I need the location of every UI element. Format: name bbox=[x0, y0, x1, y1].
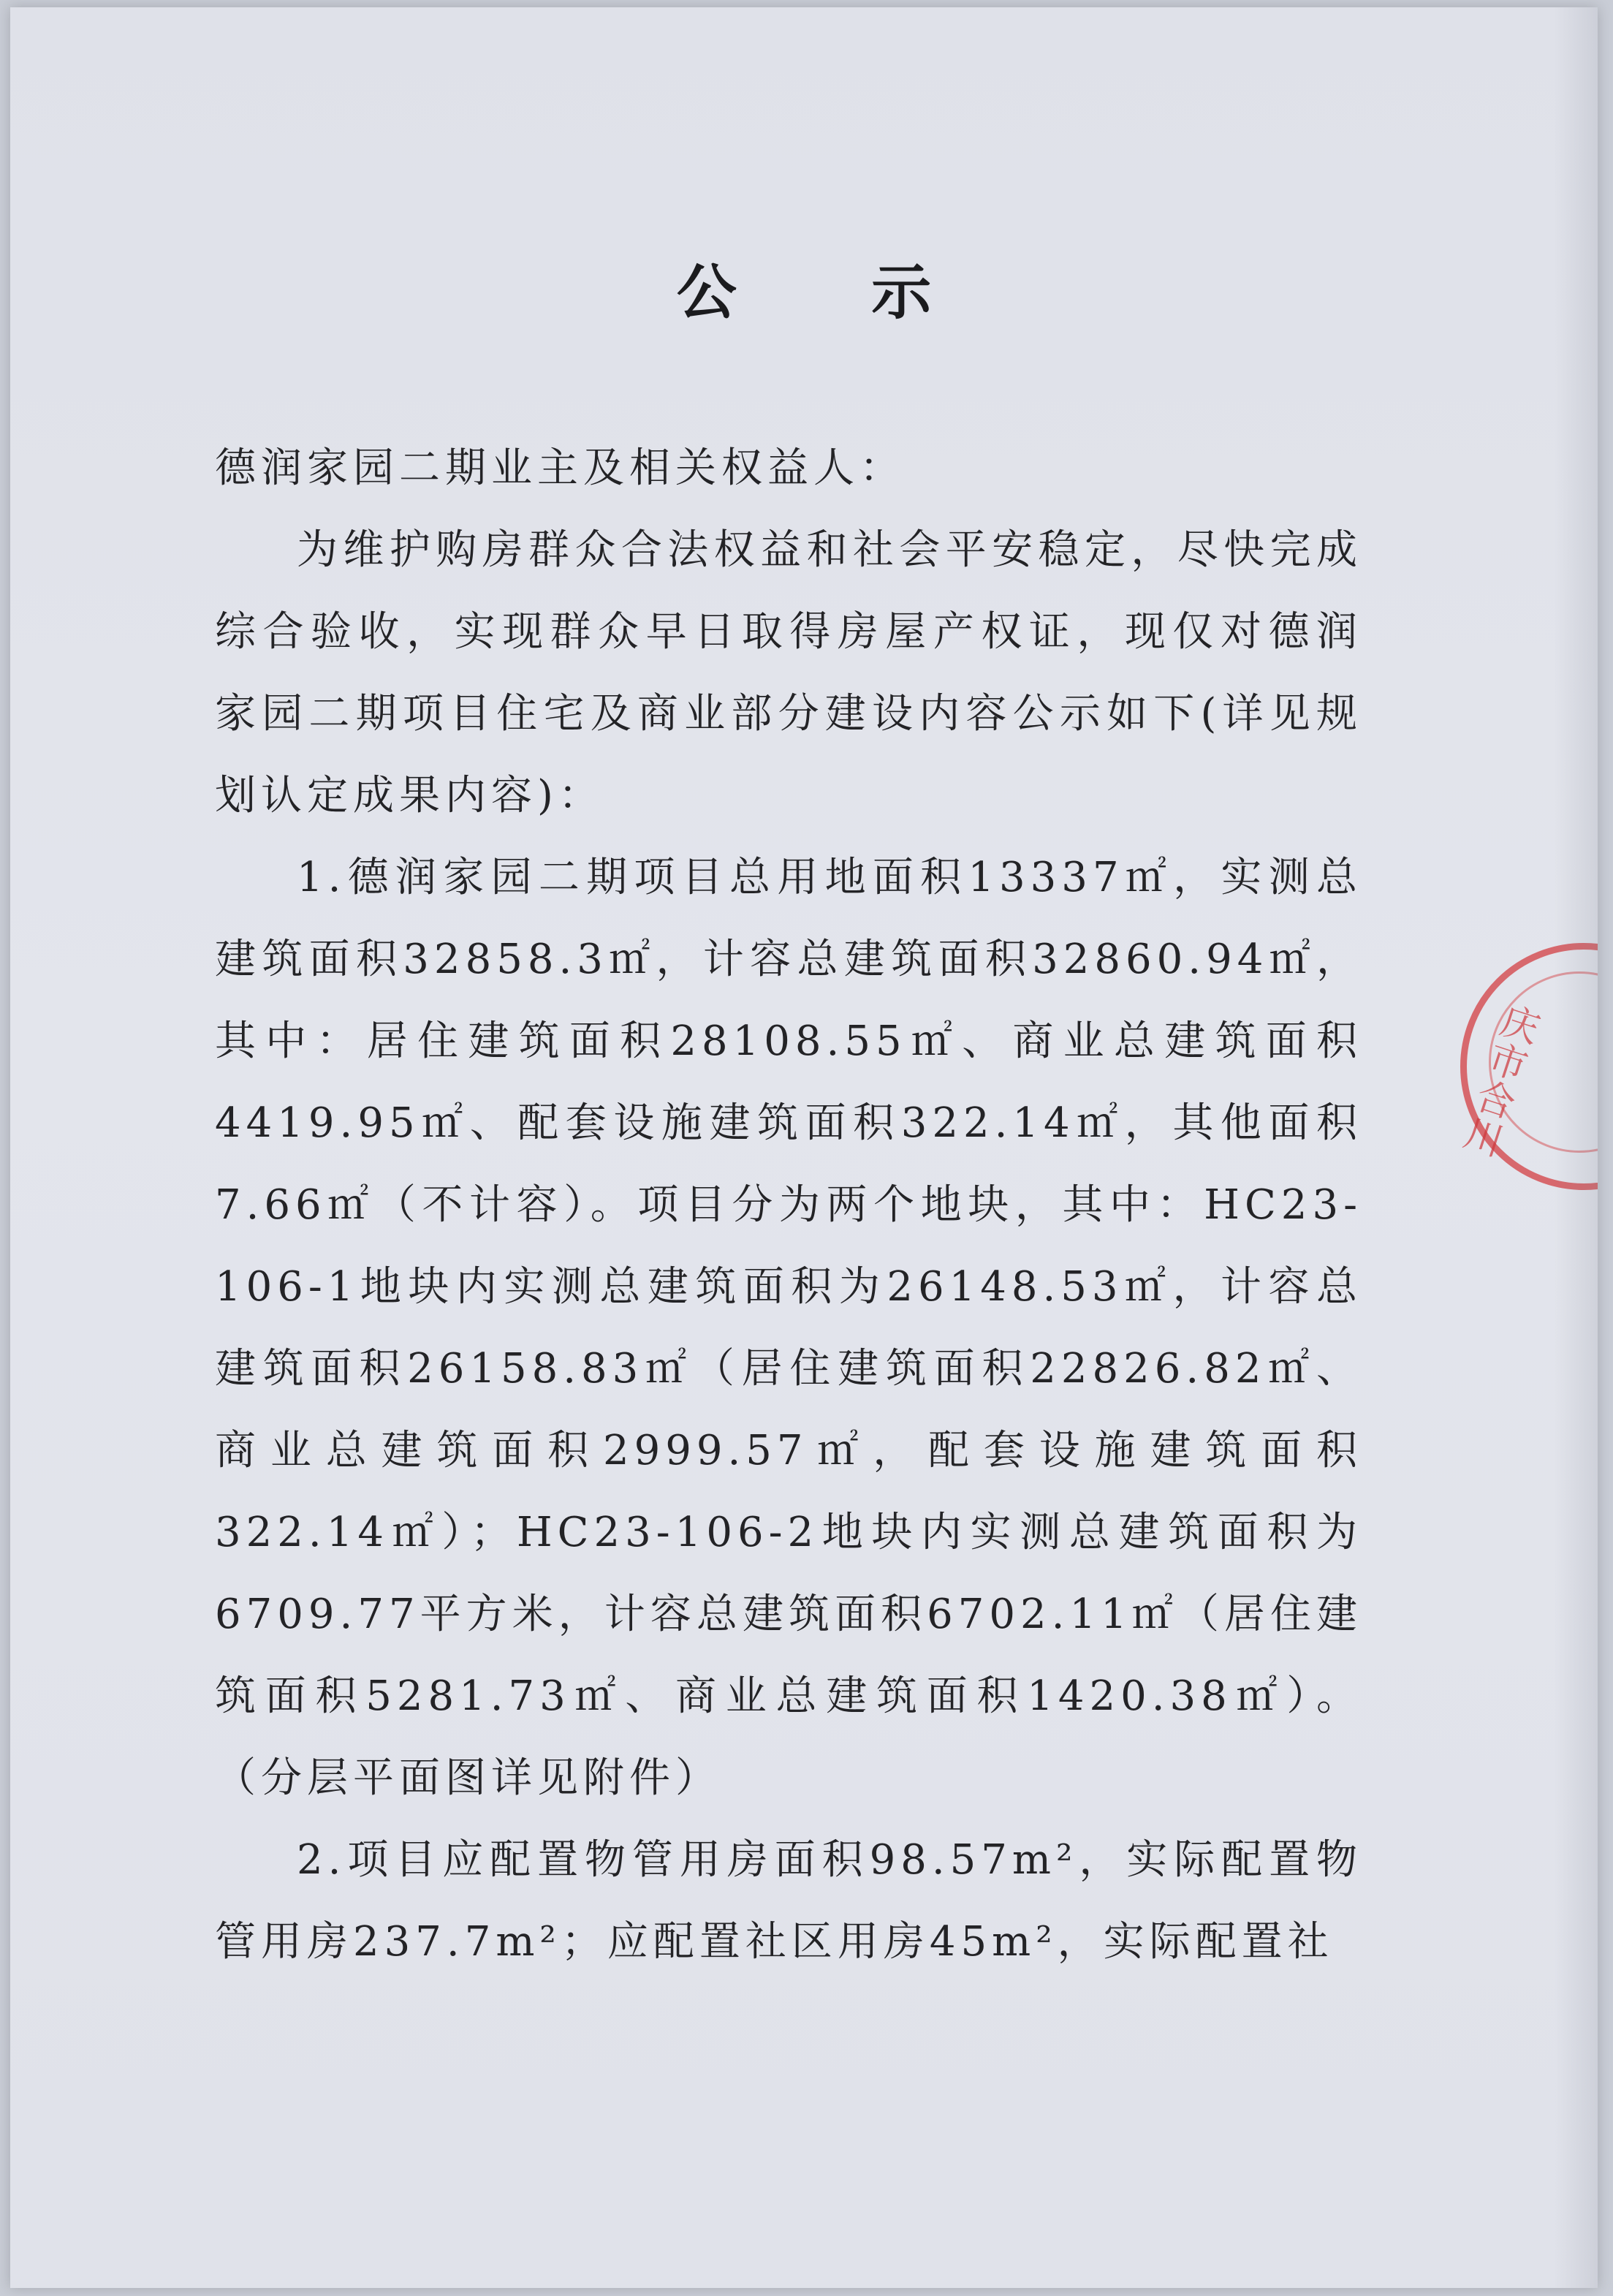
document-page bbox=[10, 7, 1598, 2288]
paragraph-item-2: 2.项目应配置物管用房面积98.57m²，实际配置物管用房237.7m²；应配置社区用房45m²，实际配置社 bbox=[215, 1836, 1362, 1966]
official-seal-stamp bbox=[1453, 943, 1598, 1190]
greeting-line: 德润家园二期业主及相关权益人： bbox=[215, 444, 906, 492]
document-title: 公 示 bbox=[676, 258, 989, 327]
document-body bbox=[215, 428, 1362, 1983]
paragraph-item-1: 1.德润家园二期项目总用地面积13337㎡，实测总建筑面积32858.3㎡，计容总建筑面积32860.94㎡，其中：居住建筑面积28108.55㎡、商业总建筑面积4419.95㎡、配套设施建筑面积322.14㎡，其他面积7.66㎡（不计容）。项目分为两个地块，其中：HC23-106-1地块内实测总建筑面积为26148.53㎡，计容总建筑面积26158.83㎡（居住建筑面积22826.82㎡、商业总建筑面积2999.57㎡，配套设施建筑面积322.14㎡）；HC23-106-2地块内实测总建筑面积为6709.77平方米，计容总建筑面积6702.11㎡（居住建筑面积5281.73㎡、商业总建筑面积1420.38㎡）。（分层平面图详见附件） bbox=[215, 854, 1362, 1802]
seal-text: 庆市合川 bbox=[1453, 997, 1544, 1162]
paragraph-intro: 为维护购房群众合法权益和社会平安稳定，尽快完成综合验收，实现群众早日取得房屋产权证，现仅对德润家园二期项目住宅及商业部分建设内容公示如下(详见规划认定成果内容)： bbox=[215, 526, 1362, 819]
